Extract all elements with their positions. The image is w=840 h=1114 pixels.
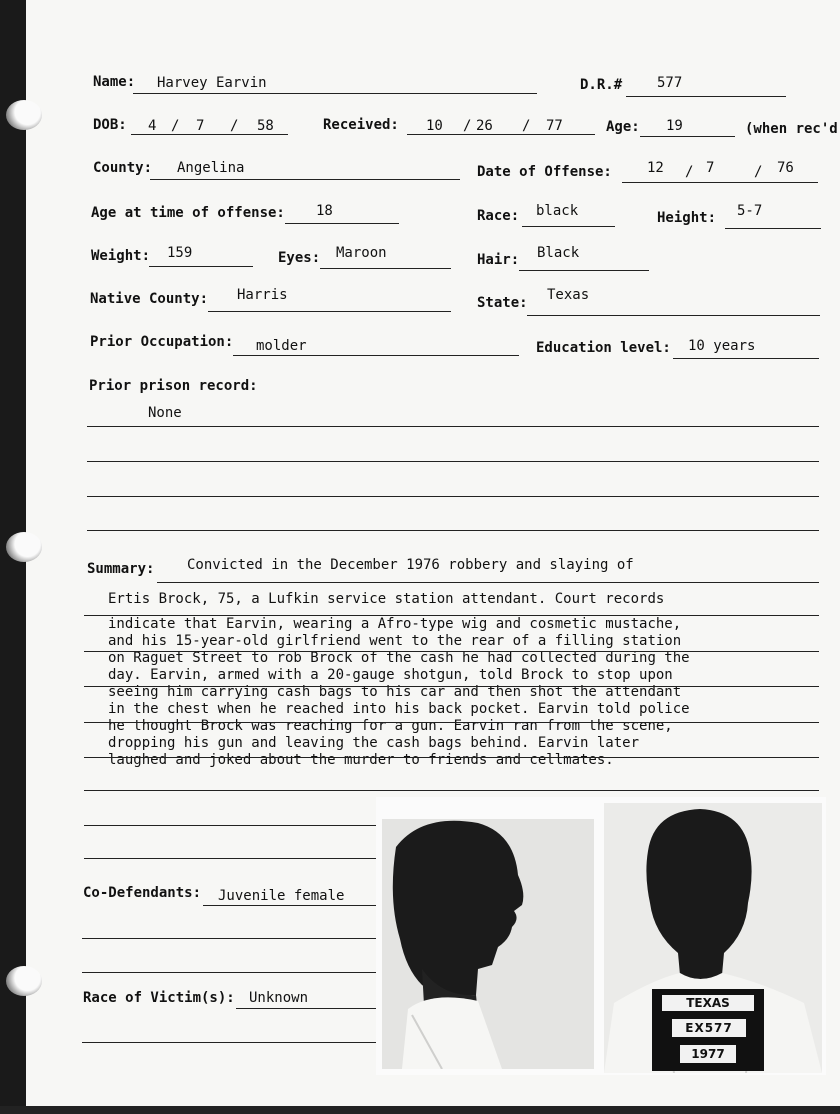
summary-rule <box>84 858 376 859</box>
received-line <box>407 134 595 135</box>
summary-line: seeing him carrying cash bags to his car and then shot the attendant <box>108 684 682 700</box>
placard-year: 1977 <box>680 1045 736 1063</box>
summary-rule <box>84 722 819 723</box>
native-county-line <box>208 311 451 312</box>
occupation-value: molder <box>256 338 307 354</box>
county-label: County: <box>93 160 153 176</box>
county-value: Angelina <box>177 160 245 176</box>
name-line <box>133 93 537 94</box>
state-line <box>527 315 820 316</box>
age-note: (when rec'd <box>745 121 838 137</box>
offense-date-line <box>622 182 818 183</box>
summary-rule <box>157 582 819 583</box>
dob-label: DOB: <box>93 117 127 133</box>
date-slash: / <box>522 118 531 134</box>
education-line <box>673 358 819 359</box>
date-slash: / <box>171 118 180 134</box>
placard-state: TEXAS <box>662 995 754 1011</box>
offense-month: 12 <box>647 160 664 176</box>
received-year: 77 <box>546 118 563 134</box>
binder-hole <box>6 966 42 996</box>
name-value: Harvey Earvin <box>157 75 267 91</box>
eyes-line <box>320 268 451 269</box>
binder-hole <box>6 532 42 562</box>
victim-race-label: Race of Victim(s): <box>83 990 235 1006</box>
date-slash: / <box>463 118 472 134</box>
victim-race-rule <box>82 1042 376 1043</box>
race-label: Race: <box>477 208 520 224</box>
occupation-line <box>233 355 519 356</box>
summary-line: Convicted in the December 1976 robbery and slaying of <box>187 557 634 573</box>
hair-line <box>519 270 649 271</box>
summary-line: day. Earvin, armed with a 20-gauge shotgun, told Brock to stop upon <box>108 667 673 683</box>
offense-year: 76 <box>777 160 794 176</box>
page-bottom-edge <box>0 1106 840 1114</box>
summary-line: dropping his gun and leaving the cash bags behind. Earvin later <box>108 735 640 751</box>
weight-value: 159 <box>167 245 193 261</box>
offense-date-label: Date of Offense: <box>477 164 612 180</box>
dob-day: 7 <box>196 118 205 134</box>
offense-day: 7 <box>706 160 715 176</box>
received-label: Received: <box>323 117 399 133</box>
age-offense-value: 18 <box>316 203 333 219</box>
prior-record-value: None <box>148 405 182 421</box>
county-line <box>150 179 460 180</box>
age-label: Age: <box>606 119 640 135</box>
education-value: 10 years <box>688 338 756 354</box>
age-value: 19 <box>666 118 683 134</box>
race-value: black <box>536 203 579 219</box>
summary-line: and his 15-year-old girlfriend went to the rear of a filling station <box>108 633 682 649</box>
eyes-value: Maroon <box>336 245 387 261</box>
summary-line: Ertis Brock, 75, a Lufkin service station attendant. Court records <box>108 591 665 607</box>
name-label: Name: <box>93 74 136 90</box>
date-slash: / <box>685 164 694 180</box>
summary-rule <box>84 651 819 652</box>
education-label: Education level: <box>536 340 671 356</box>
summary-rule <box>84 686 819 687</box>
native-county-value: Harris <box>237 287 288 303</box>
placard-number: EX577 <box>672 1019 746 1037</box>
summary-line: he thought Brock was reaching for a gun. Earvin ran from the scene, <box>108 718 673 734</box>
victim-race-value: Unknown <box>249 990 309 1006</box>
mugshot-profile <box>382 819 594 1069</box>
prior-record-line <box>87 530 819 531</box>
height-label: Height: <box>657 210 717 226</box>
received-month: 10 <box>426 118 443 134</box>
summary-rule <box>84 790 819 791</box>
race-line <box>522 226 615 227</box>
dob-line <box>131 134 288 135</box>
profile-silhouette-image <box>382 819 594 1069</box>
codefendants-rule <box>82 972 376 973</box>
dr-value: 577 <box>657 75 683 91</box>
summary-rule <box>84 825 376 826</box>
mugshot-photo <box>376 797 826 1075</box>
hair-value: Black <box>537 245 580 261</box>
weight-label: Weight: <box>91 248 151 264</box>
prior-record-line <box>87 496 819 497</box>
id-placard <box>652 989 764 1071</box>
height-line <box>725 228 821 229</box>
prior-record-line <box>87 426 819 427</box>
occupation-label: Prior Occupation: <box>90 334 234 350</box>
codefendants-label: Co-Defendants: <box>83 885 202 901</box>
summary-label: Summary: <box>87 561 155 577</box>
summary-line: indicate that Earvin, wearing a Afro-type wig and cosmetic mustache, <box>108 616 682 632</box>
eyes-label: Eyes: <box>278 250 321 266</box>
prior-record-line <box>87 461 819 462</box>
summary-rule <box>84 757 819 758</box>
height-value: 5-7 <box>737 203 763 219</box>
age-offense-line <box>285 223 399 224</box>
dob-year: 58 <box>257 118 274 134</box>
native-county-label: Native County: <box>90 291 209 307</box>
summary-paragraph <box>108 616 690 769</box>
codefendants-line <box>203 905 376 906</box>
summary-line: laughed and joked about the murder to friends and cellmates. <box>108 752 614 768</box>
dr-label: D.R.# <box>580 77 623 93</box>
codefendants-rule <box>82 938 376 939</box>
weight-line <box>149 266 253 267</box>
hair-label: Hair: <box>477 252 520 268</box>
date-slash: / <box>230 118 239 134</box>
state-label: State: <box>477 295 528 311</box>
state-value: Texas <box>547 287 590 303</box>
age-line <box>640 136 735 137</box>
mugshot-front <box>604 803 822 1073</box>
summary-line: in the chest when he reached into his back pocket. Earvin told police <box>108 701 690 717</box>
age-offense-label: Age at time of offense: <box>91 205 285 221</box>
date-slash: / <box>754 164 763 180</box>
dr-line <box>626 96 786 97</box>
victim-race-line <box>236 1008 376 1009</box>
received-day: 26 <box>476 118 493 134</box>
binder-hole <box>6 100 42 130</box>
dob-month: 4 <box>148 118 157 134</box>
codefendants-value: Juvenile female <box>218 888 345 904</box>
summary-line: on Raguet Street to rob Brock of the cash he had collected during the <box>108 650 690 666</box>
prior-record-label: Prior prison record: <box>89 378 258 394</box>
